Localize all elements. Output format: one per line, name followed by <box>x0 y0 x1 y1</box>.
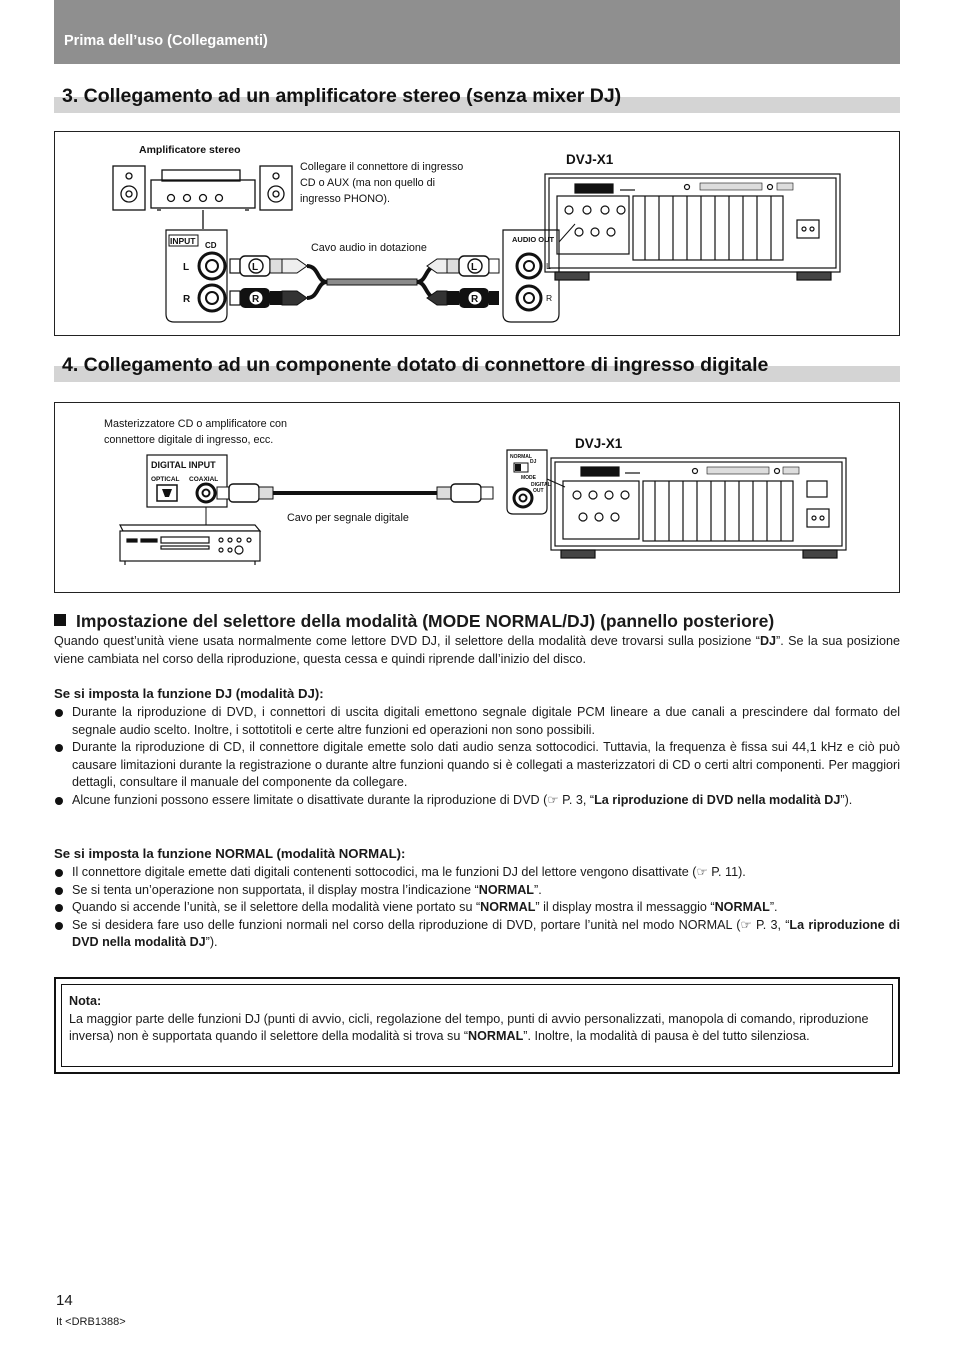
instruction-line-2: CD o AUX (ma non quello di <box>300 177 436 189</box>
mode-switch-icon <box>515 464 521 471</box>
list-item: Se si tenta un’operazione non supportata, il display mostra l’indicazione “NORMAL”. <box>54 882 900 900</box>
coaxial-label: COAXIAL <box>189 476 219 483</box>
optical-label: OPTICAL <box>151 476 180 483</box>
plug-left-player-icon <box>427 256 499 276</box>
header-bar <box>54 0 900 64</box>
note-title: Nota: <box>69 994 102 1008</box>
note-text: La maggior parte delle funzioni DJ (punti di avvio, cicli, regolazione del tempo, punti di avvio personalizzati, manopola di comando, riproduzione inversa) non è supportata quando il selettore della modalità si trova su “NORMAL”. Inoltre, la modalità di pausa è del tutto silenziosa. <box>69 1011 869 1044</box>
normal-mode-list <box>54 864 900 952</box>
mode-normal-label: NORMAL <box>510 454 532 460</box>
page-number: 14 <box>56 1292 73 1309</box>
list-item: Il connettore digitale emette dati digitali contenenti sottocodici, ma le funzioni DJ del lettore vengono disattivate (☞ P. 11). <box>54 864 900 882</box>
amp-label: Amplificatore stereo <box>139 144 241 156</box>
list-item: Durante la riproduzione di DVD, i connettori di uscita digitali emettono segnale digitale PCM lineare a due canali a prescindere dal formato del segnale audio scelto. Inoltre, i sottotitoli e certe altre funzioni ed operazioni non sono possibili. <box>54 704 900 739</box>
dj-mode-heading: Se si imposta la funzione DJ (modalità DJ): <box>54 686 324 701</box>
audio-out-panel <box>503 230 559 322</box>
optical-jack-icon <box>157 485 177 501</box>
digital-plug-right-icon <box>437 484 493 502</box>
amp-left-label: L <box>183 262 190 273</box>
section3-title: 3. Collegamento ad un amplificatore stereo (senza mixer DJ) <box>62 85 622 107</box>
dvj-x1-label-2: DVJ-X1 <box>575 436 623 451</box>
plug-left-amp-icon <box>230 256 307 276</box>
svg-text:L: L <box>252 262 259 273</box>
svg-text:R: R <box>471 294 479 305</box>
dvj-x1-rear-panel <box>545 174 840 280</box>
recorder-label-line-1: Masterizzatore CD o amplificatore con <box>104 418 288 430</box>
dvj-x1-label: DVJ-X1 <box>566 152 614 167</box>
amp-right-label: R <box>183 294 191 305</box>
stereo-amplifier-icon <box>113 166 292 229</box>
list-item: Se si desidera fare uso delle funzioni normali nel corso della riproduzione di DVD, portare l’unità nel modo NORMAL (☞ P. 3, “La riproduzione di DVD nella modalità DJ”). <box>54 917 900 952</box>
section4-title: 4. Collegamento ad un componente dotato di connettore di ingresso digitale <box>62 354 769 376</box>
cd-recorder-icon <box>120 525 260 565</box>
mode-dj-label: DJ <box>530 459 537 465</box>
instruction-line-1: Collegare il connettore di ingresso <box>300 161 464 173</box>
digital-input-label: DIGITAL INPUT <box>151 460 216 470</box>
recorder-label-line-2: connettore digitale di ingresso, ecc. <box>104 434 274 446</box>
instruction-line-3: ingresso PHONO). <box>300 193 390 205</box>
mode-intro: Quando quest’unità viene usata normalmente come lettore DVD DJ, il selettore della modalità deve trovarsi sulla posizione “DJ”. Se la sua posizione viene cambiata nel corso della riproduzione, questa cessa e quindi riprende dall’inizio del disco. <box>54 634 900 666</box>
mode-label: MODE <box>521 475 536 481</box>
amplifier-connection-diagram <box>54 131 900 336</box>
plug-right-player-icon <box>427 288 499 308</box>
section-label: Prima dell’uso (Collegamenti) <box>64 33 268 49</box>
list-item: Alcune funzioni possono essere limitate o disattivate durante la riproduzione di DVD (☞ P. 3, “La riproduzione di DVD nella modalità DJ”). <box>54 792 900 810</box>
input-label: INPUT <box>170 236 196 246</box>
doc-code: It <DRB1388> <box>56 1316 126 1328</box>
section4-title-bar <box>54 354 900 382</box>
list-item: Quando si accende l’unità, se il selettore della modalità viene portato su “NORMAL” il display mostra il messaggio “NORMAL”. <box>54 899 900 917</box>
svg-text:L: L <box>471 262 478 273</box>
out-right-label: R <box>546 293 553 303</box>
note-box <box>54 977 900 1074</box>
dvj-x1-rear-panel-2 <box>551 458 846 558</box>
plug-right-amp-icon <box>230 288 307 308</box>
dj-mode-list <box>54 704 900 810</box>
out-left-label: L <box>546 261 551 271</box>
out-label: OUT <box>533 488 544 494</box>
audio-out-label: AUDIO OUT <box>512 235 555 244</box>
digital-connection-diagram <box>54 402 900 593</box>
normal-mode-heading: Se si imposta la funzione NORMAL (modalità NORMAL): <box>54 846 406 861</box>
svg-text:R: R <box>252 294 260 305</box>
square-bullet-icon <box>54 614 66 626</box>
list-item: Durante la riproduzione di CD, il connettore digitale emette solo dati audio senza sottocodici. Tuttavia, la frequenza è fissa sui 44,1 kHz e ciò può causare limitazioni durante la registrazione o durante altre funzioni quando si è collegati a masterizzatori di CD o certi altri componenti. Per maggiori dettagli, consultare il manuale del componente da collegare. <box>54 739 900 792</box>
digital-plug-left-icon <box>217 484 273 502</box>
cable-label: Cavo audio in dotazione <box>311 242 427 254</box>
digital-label: DIGITAL <box>531 482 551 488</box>
digital-cable-label: Cavo per segnale digitale <box>287 512 409 524</box>
cd-label: CD <box>205 241 217 250</box>
section3-title-bar <box>54 85 900 113</box>
mode-section-title: Impostazione del selettore della modalità (MODE NORMAL/DJ) (pannello posteriore) <box>54 611 774 632</box>
